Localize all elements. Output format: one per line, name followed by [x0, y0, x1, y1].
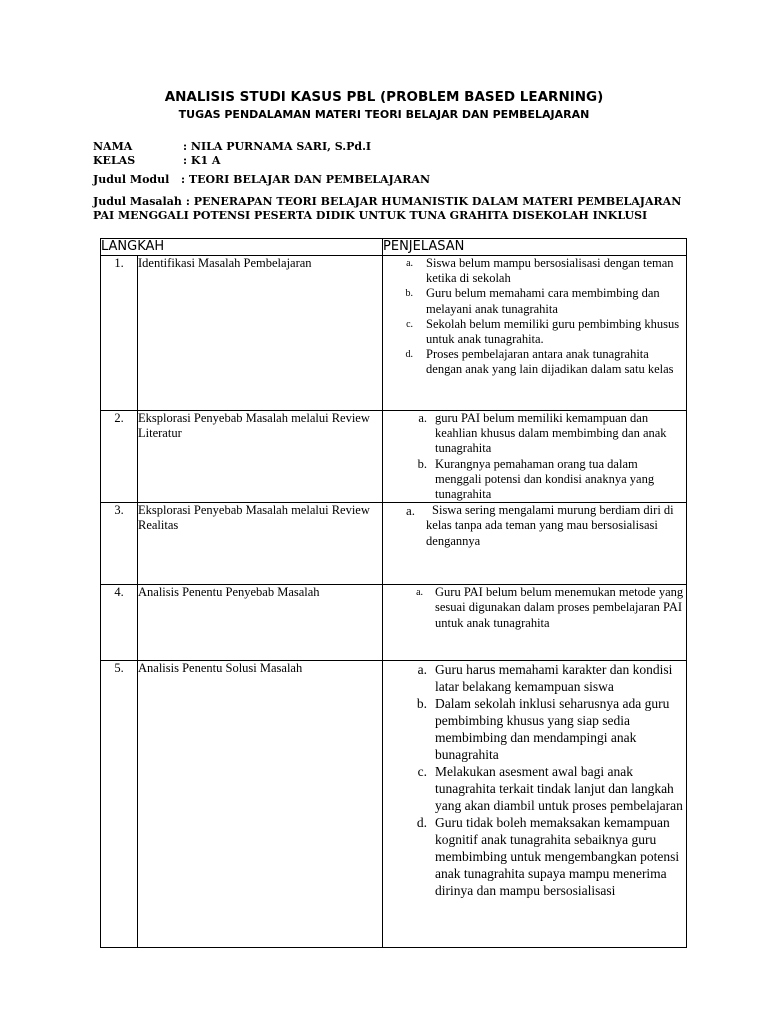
list-item [383, 661, 686, 695]
meta-kelas-label: KELAS [93, 154, 136, 167]
list-text: Guru tidak boleh memaksakan kemampuan kognitif anak tunagrahita sebaiknya guru membimbing untuk mengembangkan potensi anak tunagrahita supaya mampu menerima dirinya dan mampu bersosialisasi [435, 815, 680, 899]
list-item [383, 695, 686, 763]
meta-nama-value: : NILA PURNAMA SARI, S.Pd.I [183, 140, 372, 153]
list-marker: a. [406, 258, 414, 269]
row-number: 3. [101, 503, 138, 585]
document-title: ANALISIS STUDI KASUS PBL (PROBLEM BASED LEARNING) [164, 89, 604, 105]
row-number: 4. [101, 585, 138, 661]
meta-masalah-label: Judul Masalah [93, 195, 182, 208]
list-marker: b. [405, 288, 414, 300]
list-marker: a. [418, 411, 428, 425]
meta-kelas [93, 154, 220, 167]
table-row [101, 503, 687, 585]
list-item [383, 585, 686, 631]
list-item [383, 814, 686, 899]
meta-modul-value: : TEORI BELAJAR DAN PEMBELAJARAN [181, 173, 431, 186]
meta-nama-label: NAMA [93, 140, 133, 153]
row-step: Identifikasi Masalah Pembelajaran [138, 256, 383, 411]
row-step: Analisis Penentu Solusi Masalah [138, 661, 383, 948]
row-number: 1. [101, 256, 138, 411]
pbl-analysis-table [100, 238, 687, 948]
list-text: Siswa belum mampu bersosialisasi dengan teman ketika di sekolah [426, 256, 674, 286]
list-text: guru PAI belum memiliki kemampuan dan keahlian khusus dalam membimbing dan anak tunagrahita [435, 411, 667, 456]
row-step: Eksplorasi Penyebab Masalah melalui Review Realitas [138, 503, 383, 585]
list-item [383, 457, 686, 503]
list-marker: c. [406, 318, 414, 330]
meta-modul-label: Judul Modul [93, 173, 170, 186]
explanation-list [383, 661, 686, 899]
list-text: Sekolah belum memiliki guru pembimbing khusus untuk anak tunagrahita. [426, 316, 680, 347]
list-marker: a. [416, 587, 424, 599]
list-marker: b. [416, 696, 428, 712]
table-row [101, 256, 687, 411]
explanation-list [383, 256, 686, 378]
list-text: Melakukan asesment awal bagi anak tunagrahita terkait tindak lanjut dan langkah yang akan diambil untuk proses pembelajaran [435, 764, 683, 814]
table-header-row [101, 239, 687, 256]
meta-modul [93, 173, 430, 186]
list-text: Proses pembelajaran antara anak tunagrahita dengan anak yang lain dijadikan dalam satu kelas [426, 347, 674, 377]
document-subtitle: TUGAS PENDALAMAN MATERI TEORI BELAJAR DAN PEMBELAJARAN [178, 108, 590, 121]
list-text: Guru PAI belum belum menemukan metode yang sesuai digunakan dalam proses pembelajaran PAI untuk anak tunagrahita [435, 585, 684, 630]
row-number: 2. [101, 411, 138, 503]
list-marker: d. [405, 349, 414, 361]
table-row [101, 585, 687, 661]
list-marker: a. [417, 662, 428, 678]
list-item [383, 411, 686, 457]
table-row [101, 661, 687, 948]
meta-masalah-value: : PENERAPAN TEORI BELAJAR HUMANISTIK DALAM MATERI PEMBELAJARAN PAI MENGGALI POTENSI PESERTA DIDIK UNTUK TUNA GRAHITA DISEKOLAH INKLUSI [93, 195, 682, 222]
list-text: Guru harus memahami karakter dan kondisi latar belakang kemampuan siswa [435, 662, 673, 695]
list-marker: a. [405, 503, 416, 519]
list-text: Siswa sering mengalami murung berdiam diri di kelas tanpa ada teman yang mau bersosialisasi dengannya [426, 503, 674, 548]
header-penjelasan: PENJELASAN [383, 239, 687, 256]
meta-masalah [93, 195, 693, 223]
header-langkah: LANGKAH [101, 239, 383, 256]
meta-nama [93, 140, 371, 153]
list-marker: c. [417, 764, 428, 780]
list-item [383, 503, 686, 549]
list-marker: b. [417, 456, 428, 471]
row-step: Analisis Penentu Penyebab Masalah [138, 585, 383, 661]
table-row [101, 411, 687, 503]
explanation-list [383, 585, 686, 631]
row-step: Eksplorasi Penyebab Masalah melalui Review Literatur [138, 411, 383, 503]
explanation-list [383, 503, 686, 549]
meta-kelas-value: : K1 A [183, 154, 221, 167]
list-text: Guru belum memahami cara membimbing dan melayani anak tunagrahita [426, 286, 660, 316]
list-item [383, 763, 686, 814]
list-item [383, 347, 686, 377]
list-item [383, 256, 686, 286]
list-item [383, 286, 686, 316]
explanation-list [383, 411, 686, 502]
list-text: Dalam sekolah inklusi seharusnya ada guru pembimbing khusus yang siap sedia membimbing dan mendampingi anak bunagrahita [435, 696, 670, 763]
list-item [383, 317, 686, 347]
row-number: 5. [101, 661, 138, 948]
list-text: Kurangnya pemahaman orang tua dalam menggali potensi dan kondisi anaknya yang tunagrahita [435, 456, 655, 502]
list-marker: d. [416, 815, 428, 831]
